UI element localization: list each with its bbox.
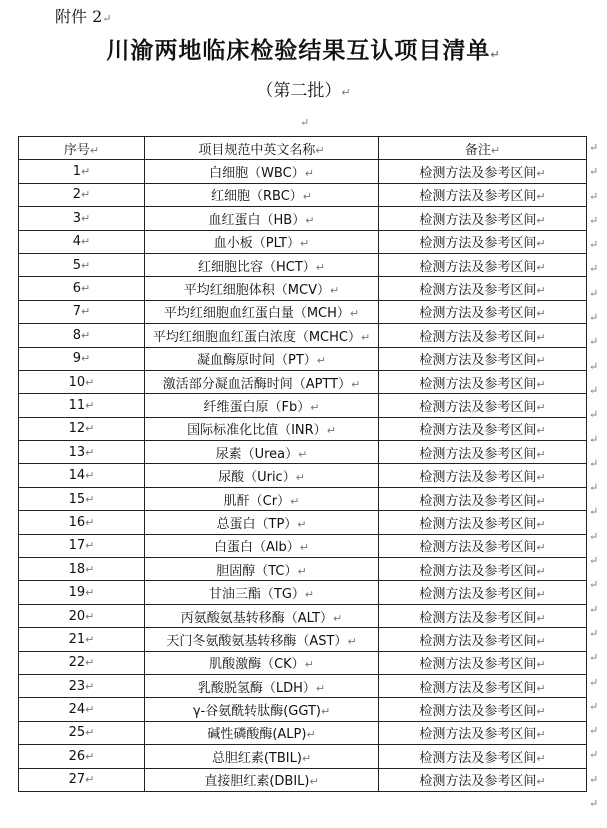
- cell-mark-icon: ↵: [85, 515, 95, 529]
- cell-mark-icon: ↵: [81, 165, 91, 179]
- row-end-mark-icon: ↵: [589, 578, 599, 592]
- row-end-mark-icon: ↵: [589, 238, 599, 252]
- cell-remark: 检测方法及参考区间↵: [379, 651, 587, 674]
- cell-mark-icon: ↵: [536, 611, 546, 625]
- table-row: [19, 370, 587, 393]
- cell-mark-icon: ↵: [85, 492, 95, 506]
- row-end-mark-icon: ↵: [589, 529, 599, 543]
- cell-no: 15↵: [19, 487, 145, 510]
- cell-mark-icon: ↵: [85, 609, 95, 623]
- paragraph-mark-icon: ↵: [102, 12, 112, 25]
- row-end-mark-icon: ↵: [589, 651, 599, 665]
- header-serial-number: 序号↵: [19, 137, 145, 160]
- row-end-marks: [589, 136, 603, 816]
- cell-no: 19↵: [19, 581, 145, 604]
- cell-mark-icon: ↵: [297, 564, 307, 578]
- cell-remark: 检测方法及参考区间↵: [379, 534, 587, 557]
- cell-mark-icon: ↵: [306, 728, 316, 742]
- cell-remark: 检测方法及参考区间↵: [379, 183, 587, 206]
- table-row: [19, 581, 587, 604]
- row-end-mark-icon: ↵: [589, 748, 599, 762]
- cell-mark-icon: ↵: [85, 375, 95, 389]
- table-row: [19, 628, 587, 651]
- cell-remark: 检测方法及参考区间↵: [379, 721, 587, 744]
- cell-mark-icon: ↵: [85, 773, 95, 787]
- row-end-mark-icon: ↵: [589, 359, 599, 373]
- cell-remark: 检测方法及参考区间↵: [379, 253, 587, 276]
- cell-mark-icon: ↵: [85, 679, 95, 693]
- table-header-row: [19, 137, 587, 160]
- table-row: [19, 324, 587, 347]
- table-row: [19, 768, 587, 791]
- table-row: [19, 253, 587, 276]
- table-row: [19, 698, 587, 721]
- cell-remark: 检测方法及参考区间↵: [379, 604, 587, 627]
- cell-mark-icon: ↵: [89, 143, 100, 157]
- cell-no: 14↵: [19, 464, 145, 487]
- cell-mark-icon: ↵: [490, 143, 501, 157]
- document-title: 川渝两地临床检验结果互认项目清单↵: [106, 38, 501, 64]
- cell-remark: 检测方法及参考区间↵: [379, 487, 587, 510]
- cell-name: 激活部分凝血活酶时间（APTT）↵: [145, 370, 379, 393]
- cell-mark-icon: ↵: [85, 539, 95, 553]
- cell-mark-icon: ↵: [85, 632, 95, 646]
- cell-remark: 检测方法及参考区间↵: [379, 207, 587, 230]
- cell-mark-icon: ↵: [81, 282, 91, 296]
- row-end-mark-icon: ↵: [589, 383, 599, 397]
- cell-no: 1↵: [19, 160, 145, 183]
- table-row: [19, 651, 587, 674]
- table-row: [19, 721, 587, 744]
- cell-mark-icon: ↵: [536, 284, 546, 298]
- cell-name: 白细胞（WBC）↵: [145, 160, 379, 183]
- cell-name: 国际标准化比值（INR）↵: [145, 417, 379, 440]
- cell-mark-icon: ↵: [81, 211, 91, 225]
- cell-mark-icon: ↵: [309, 775, 319, 789]
- cell-mark-icon: ↵: [536, 681, 546, 695]
- table-row: [19, 183, 587, 206]
- table-row: [19, 300, 587, 323]
- cell-no: 18↵: [19, 558, 145, 581]
- cell-mark-icon: ↵: [536, 658, 546, 672]
- cell-mark-icon: ↵: [81, 352, 91, 366]
- row-end-mark-icon: ↵: [589, 262, 599, 276]
- table-row: [19, 160, 587, 183]
- cell-no: 16↵: [19, 511, 145, 534]
- cell-mark-icon: ↵: [316, 354, 326, 368]
- cell-mark-icon: ↵: [349, 307, 360, 321]
- row-end-mark-icon: ↵: [589, 335, 599, 349]
- attachment-label: 附件 2↵: [55, 7, 112, 26]
- cell-name: 胆固醇（TC）↵: [145, 558, 379, 581]
- table-row: [19, 417, 587, 440]
- cell-mark-icon: ↵: [536, 213, 546, 227]
- table-row: [19, 534, 587, 557]
- cell-mark-icon: ↵: [536, 167, 546, 181]
- cell-name: 总蛋白（TP）↵: [145, 511, 379, 534]
- cell-remark: 检测方法及参考区间↵: [379, 324, 587, 347]
- cell-remark: 检测方法及参考区间↵: [379, 581, 587, 604]
- cell-no: 24↵: [19, 698, 145, 721]
- table-row: [19, 207, 587, 230]
- cell-remark: 检测方法及参考区间↵: [379, 417, 587, 440]
- cell-mark-icon: ↵: [81, 305, 91, 319]
- cell-name: 平均红细胞体积（MCV）↵: [145, 277, 379, 300]
- cell-mark-icon: ↵: [297, 517, 307, 531]
- cell-mark-icon: ↵: [85, 703, 95, 717]
- row-end-mark-icon: ↵: [589, 456, 599, 470]
- cell-name: 血红蛋白（HB）↵: [145, 207, 379, 230]
- cell-no: 9↵: [19, 347, 145, 370]
- cell-remark: 检测方法及参考区间↵: [379, 277, 587, 300]
- row-end-mark-icon: ↵: [589, 311, 599, 325]
- cell-name: 血小板（PLT）↵: [145, 230, 379, 253]
- cell-remark: 检测方法及参考区间↵: [379, 230, 587, 253]
- cell-name: 纤维蛋白原（Fb）↵: [145, 394, 379, 417]
- cell-no: 27↵: [19, 768, 145, 791]
- cell-mark-icon: ↵: [298, 447, 308, 461]
- cell-no: 21↵: [19, 628, 145, 651]
- cell-no: 17↵: [19, 534, 145, 557]
- row-end-mark-icon: ↵: [589, 724, 599, 738]
- row-end-mark-icon: ↵: [589, 554, 599, 568]
- cell-name: 肌酸激酶（CK）↵: [145, 651, 379, 674]
- cell-name: 红细胞比容（HCT）↵: [145, 253, 379, 276]
- cell-no: 6↵: [19, 277, 145, 300]
- cell-mark-icon: ↵: [536, 541, 546, 555]
- cell-remark: 检测方法及参考区间↵: [379, 698, 587, 721]
- table-row: [19, 511, 587, 534]
- row-end-mark-icon: ↵: [589, 165, 599, 179]
- cell-name: 甘油三酯（TG）↵: [145, 581, 379, 604]
- cell-name: γ-谷氨酰转肽酶(GGT)↵: [145, 698, 379, 721]
- header-remark: 备注↵: [379, 137, 587, 160]
- cell-mark-icon: ↵: [333, 611, 343, 625]
- cell-mark-icon: ↵: [304, 588, 315, 602]
- cell-mark-icon: ↵: [351, 377, 361, 391]
- table-row: [19, 745, 587, 768]
- cell-mark-icon: ↵: [81, 328, 91, 342]
- cell-remark: 检测方法及参考区间↵: [379, 441, 587, 464]
- cell-no: 8↵: [19, 324, 145, 347]
- cell-remark: 检测方法及参考区间↵: [379, 768, 587, 791]
- cell-remark: 检测方法及参考区间↵: [379, 370, 587, 393]
- row-end-mark-icon: ↵: [589, 286, 599, 300]
- cell-mark-icon: ↵: [85, 562, 95, 576]
- cell-name: 平均红细胞血红蛋白浓度（MCHC）↵: [145, 324, 379, 347]
- cell-name: 总胆红素(TBIL)↵: [145, 745, 379, 768]
- cell-mark-icon: ↵: [315, 260, 325, 274]
- cell-mark-icon: ↵: [536, 517, 546, 531]
- cell-mark-icon: ↵: [85, 469, 95, 483]
- cell-mark-icon: ↵: [347, 634, 357, 648]
- cell-name: 乳酸脱氢酶（LDH）↵: [145, 674, 379, 697]
- cell-mark-icon: ↵: [536, 751, 546, 765]
- row-end-mark-icon: ↵: [589, 772, 599, 786]
- cell-mark-icon: ↵: [536, 775, 546, 789]
- cell-mark-icon: ↵: [536, 400, 546, 414]
- cell-no: 3↵: [19, 207, 145, 230]
- row-end-mark-icon: ↵: [589, 699, 599, 713]
- cell-mark-icon: ↵: [536, 260, 546, 274]
- cell-no: 2↵: [19, 183, 145, 206]
- cell-remark: 检测方法及参考区间↵: [379, 674, 587, 697]
- cell-mark-icon: ↵: [536, 424, 546, 438]
- table-row: [19, 277, 587, 300]
- table-row: [19, 604, 587, 627]
- row-end-mark-icon: ↵: [589, 505, 599, 519]
- table-row: [19, 230, 587, 253]
- cell-mark-icon: ↵: [326, 424, 336, 438]
- cell-remark: 检测方法及参考区间↵: [379, 745, 587, 768]
- row-end-mark-icon: ↵: [589, 481, 599, 495]
- cell-mark-icon: ↵: [536, 494, 546, 508]
- row-end-mark-icon: ↵: [589, 797, 599, 811]
- table-row: [19, 347, 587, 370]
- cell-name: 天门冬氨酸氨基转移酶（AST）↵: [145, 628, 379, 651]
- cell-no: 12↵: [19, 417, 145, 440]
- cell-mark-icon: ↵: [300, 237, 310, 251]
- cell-mark-icon: ↵: [85, 445, 95, 459]
- cell-no: 20↵: [19, 604, 145, 627]
- cell-name: 肌酐（Cr）↵: [145, 487, 379, 510]
- document-subtitle: （第二批）↵: [256, 81, 351, 101]
- cell-mark-icon: ↵: [305, 213, 315, 227]
- cell-mark-icon: ↵: [304, 658, 314, 672]
- cell-mark-icon: ↵: [536, 588, 546, 602]
- cell-mark-icon: ↵: [329, 284, 340, 298]
- cell-mark-icon: ↵: [299, 541, 309, 555]
- cell-name: 丙氨酸氨基转移酶（ALT）↵: [145, 604, 379, 627]
- cell-mark-icon: ↵: [85, 422, 95, 436]
- cell-no: 22↵: [19, 651, 145, 674]
- cell-remark: 检测方法及参考区间↵: [379, 511, 587, 534]
- row-end-mark-icon: ↵: [589, 602, 599, 616]
- paragraph-mark-icon: ↵: [490, 48, 501, 61]
- cell-mark-icon: ↵: [536, 237, 546, 251]
- cell-mark-icon: ↵: [85, 726, 95, 740]
- cell-no: 13↵: [19, 441, 145, 464]
- row-end-mark-icon: ↵: [589, 432, 599, 446]
- cell-no: 26↵: [19, 745, 145, 768]
- cell-name: 平均红细胞血红蛋白量（MCH）↵: [145, 300, 379, 323]
- cell-mark-icon: ↵: [315, 143, 325, 157]
- cell-name: 白蛋白（Alb）↵: [145, 534, 379, 557]
- table-row: [19, 394, 587, 417]
- cell-no: 10↵: [19, 370, 145, 393]
- table-row: [19, 487, 587, 510]
- cell-no: 23↵: [19, 674, 145, 697]
- row-end-mark-icon: ↵: [589, 626, 599, 640]
- cell-name: 红细胞（RBC）↵: [145, 183, 379, 206]
- row-end-mark-icon: ↵: [589, 675, 599, 689]
- cell-mark-icon: ↵: [290, 494, 300, 508]
- cell-mark-icon: ↵: [536, 471, 546, 485]
- cell-remark: 检测方法及参考区间↵: [379, 628, 587, 651]
- cell-mark-icon: ↵: [85, 749, 95, 763]
- cell-mark-icon: ↵: [536, 564, 546, 578]
- table-row: [19, 558, 587, 581]
- cell-remark: 检测方法及参考区间↵: [379, 347, 587, 370]
- cell-mark-icon: ↵: [304, 167, 314, 181]
- test-items-table: [18, 136, 587, 792]
- cell-no: 25↵: [19, 721, 145, 744]
- cell-mark-icon: ↵: [315, 681, 326, 695]
- row-end-mark-icon: ↵: [589, 189, 599, 203]
- row-end-mark-icon: ↵: [589, 408, 599, 422]
- row-end-mark-icon: ↵: [589, 213, 599, 227]
- cell-name: 直接胆红素(DBIL)↵: [145, 768, 379, 791]
- cell-mark-icon: ↵: [85, 656, 95, 670]
- row-end-mark-icon: ↵: [589, 141, 599, 154]
- cell-mark-icon: ↵: [85, 398, 95, 412]
- cell-mark-icon: ↵: [536, 634, 546, 648]
- cell-mark-icon: ↵: [81, 235, 91, 249]
- cell-no: 7↵: [19, 300, 145, 323]
- cell-mark-icon: ↵: [536, 447, 546, 461]
- cell-mark-icon: ↵: [302, 190, 313, 204]
- cell-name: 尿素（Urea）↵: [145, 441, 379, 464]
- table-row: [19, 441, 587, 464]
- table-row: [19, 674, 587, 697]
- cell-remark: 检测方法及参考区间↵: [379, 160, 587, 183]
- cell-remark: 检测方法及参考区间↵: [379, 464, 587, 487]
- cell-mark-icon: ↵: [360, 330, 371, 344]
- cell-mark-icon: ↵: [536, 190, 546, 204]
- cell-no: 11↵: [19, 394, 145, 417]
- table-row: [19, 464, 587, 487]
- cell-mark-icon: ↵: [536, 728, 546, 742]
- cell-mark-icon: ↵: [301, 751, 312, 765]
- cell-mark-icon: ↵: [536, 307, 546, 321]
- paragraph-mark-icon: ↵: [300, 116, 310, 129]
- cell-name: 碱性磷酸酶(ALP)↵: [145, 721, 379, 744]
- cell-remark: 检测方法及参考区间↵: [379, 300, 587, 323]
- cell-mark-icon: ↵: [536, 330, 546, 344]
- cell-mark-icon: ↵: [536, 354, 546, 368]
- cell-mark-icon: ↵: [81, 188, 91, 202]
- cell-name: 尿酸（Uric）↵: [145, 464, 379, 487]
- cell-mark-icon: ↵: [536, 377, 546, 391]
- cell-remark: 检测方法及参考区间↵: [379, 558, 587, 581]
- cell-no: 4↵: [19, 230, 145, 253]
- cell-name: 凝血酶原时间（PT）↵: [145, 347, 379, 370]
- cell-mark-icon: ↵: [85, 586, 95, 600]
- cell-mark-icon: ↵: [536, 705, 546, 719]
- cell-remark: 检测方法及参考区间↵: [379, 394, 587, 417]
- paragraph-mark-icon: ↵: [341, 86, 351, 99]
- cell-mark-icon: ↵: [295, 471, 305, 485]
- cell-mark-icon: ↵: [81, 258, 91, 272]
- header-item-name: 项目规范中英文名称↵: [145, 137, 379, 160]
- cell-mark-icon: ↵: [320, 705, 331, 719]
- cell-mark-icon: ↵: [310, 400, 320, 414]
- cell-no: 5↵: [19, 253, 145, 276]
